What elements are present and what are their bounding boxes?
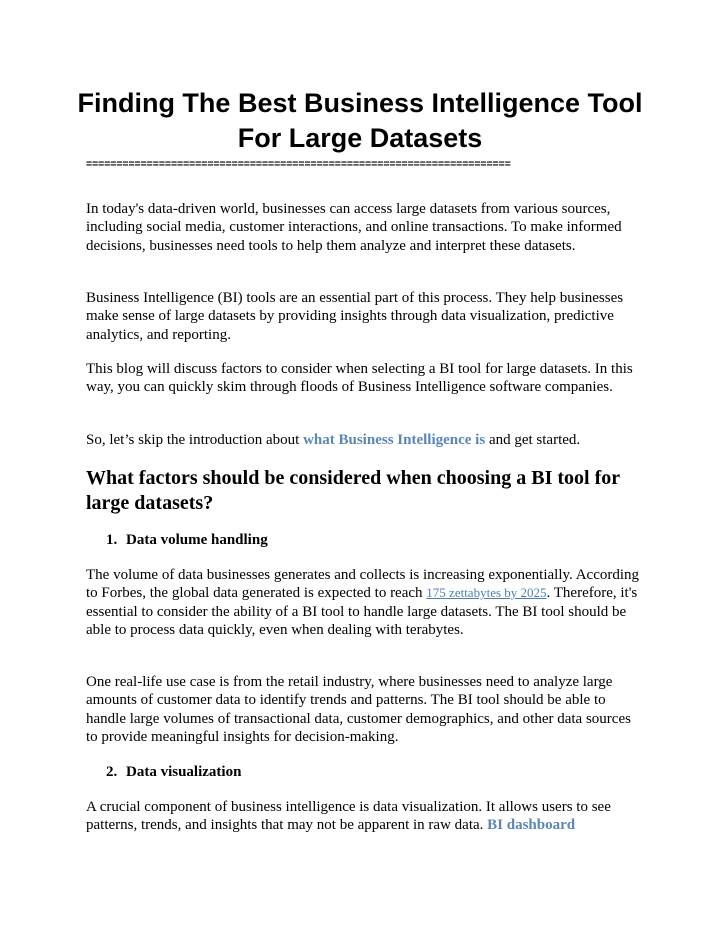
paragraph-text-after: and get started. (485, 432, 581, 448)
paragraph-data-volume (86, 566, 646, 639)
subheading-label: Data visualization (126, 764, 242, 780)
paragraph-text-before: The volume of data businesses generates and collects is increasing exponentially. According to Forbes, the global data generated is expected to reach (86, 567, 640, 602)
paragraph-retail-use-case: One real-life use case is from the retail industry, where businesses need to analyze large amounts of customer data to identify trends and patterns. The BI tool should be able to handle large volumes of transactional data, customer demographics, and other data sources to provide meaningful insights for decision-making. (86, 674, 631, 745)
list-number: 2. (106, 764, 118, 780)
paragraph-blog-scope: This blog will discuss factors to consider when selecting a BI tool for large datasets. In this way, you can quickly skim through floods of Business Intelligence software companies. (86, 361, 633, 396)
paragraph-text-before: So, let’s skip the introduction about (86, 432, 304, 448)
subheading-label: Data volume handling (126, 532, 268, 548)
paragraph-intro: In today's data-driven world, businesses can access large datasets from various sources, including social media, customer interactions, and online transactions. To make informed decisions, businesses need tools to help them analyze and interpret these datasets. (86, 201, 622, 254)
section-heading-factors: What factors should be considered when choosing a BI tool for large datasets? (86, 467, 620, 514)
paragraph-text-after: . Therefore, it's essential to consider the ability of a BI tool to handle large datasets. The BI tool should be able to process data quickly, even when dealing with terabytes. (86, 585, 638, 638)
paragraph-bi-tools: Business Intelligence (BI) tools are an essential part of this process. They help businesses make sense of large datasets by providing insights through data visualization, predictive analytics, and reporting. (86, 290, 624, 343)
zettabytes-link[interactable]: 175 zettabytes by 2025 (426, 585, 547, 601)
page-title: Finding The Best Business Intelligence Tool For Large Datasets (77, 88, 643, 153)
paragraph-data-visualization (86, 798, 646, 835)
subheading-data-visualization (106, 763, 606, 781)
subheading-data-volume (106, 531, 606, 549)
paragraph-text-before: A crucial component of business intelligence is data visualization. It allows users to see patterns, trends, and insights that may not be apparent in raw data. (86, 799, 611, 834)
paragraph-skip-intro (86, 431, 646, 449)
what-is-bi-link[interactable]: what Business Intelligence is (303, 432, 486, 448)
title-divider: ====================================================================== (86, 159, 511, 170)
bi-dashboard-link[interactable]: BI dashboard (487, 817, 576, 834)
list-number: 1. (106, 532, 118, 548)
